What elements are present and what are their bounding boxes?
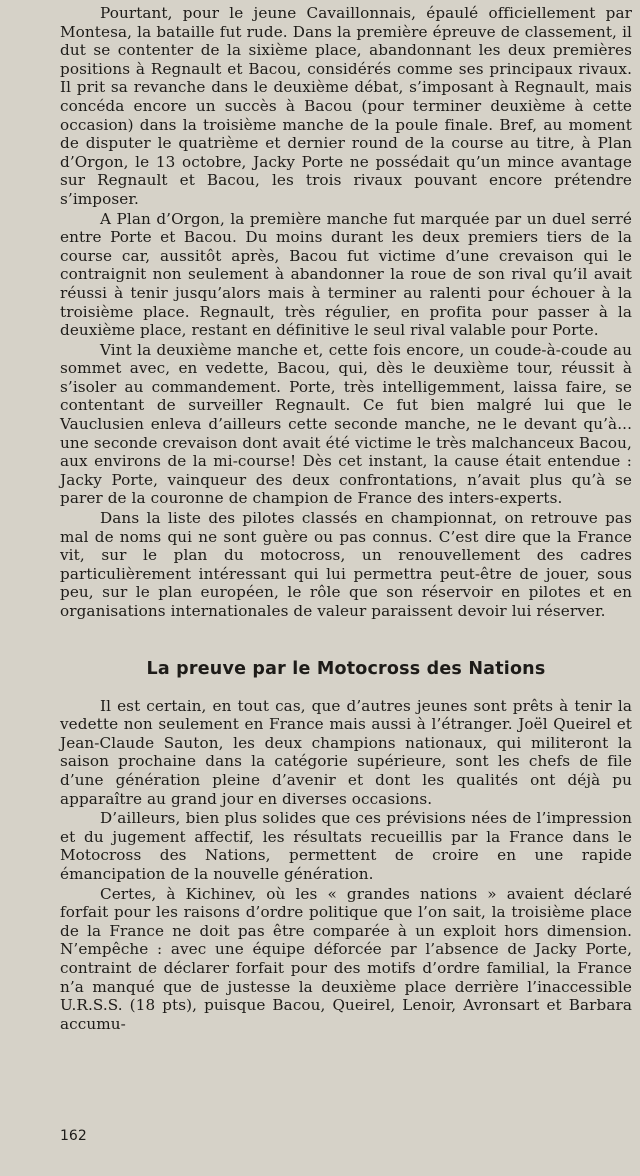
- paragraph: Vint la deuxième manche et, cette fois encore, un coude-à-coude au sommet avec, en vedette, Bacou, qui, dès le deuxième tour, réussit à s’isoler au commandement. Porte, très intelligemment, laissa faire, se contentant de surveiller Regnault. Ce fut bien malgré lui que le Vauclusien enleva d’ailleurs cette seconde manche, ne le devant qu’à... une seconde crevaison dont avait été victime le très malchanceux Bacou, aux environs de la mi-course! Dès cet instant, la cause était entendue : Jacky Porte, vainqueur des deux confrontations, n’avait plus qu’à se parer de la couronne de champion de France des inters-experts.: [60, 340, 632, 508]
- text-column: [60, 4, 632, 1033]
- paragraph: Pourtant, pour le jeune Cavaillonnais, épaulé officiellement par Montesa, la bataille fut rude. Dans la première épreuve de classement, il dut se contenter de la sixième place, abandonnant les deux premières positions à Regnault et Bacou, considérés comme ses principaux rivaux. Il prit sa revanche dans le deuxième débat, s’imposant à Regnault, mais concéda encore un succès à Bacou (pour terminer deuxième à cette occasion) dans la troisième manche de la poule finale. Bref, au moment de disputer le quatrième et dernier round de la course au titre, à Plan d’Orgon, le 13 octobre, Jacky Porte ne possédait qu’un mince avantage sur Regnault et Bacou, les trois rivaux pouvant encore prétendre s’imposer.: [60, 4, 632, 208]
- paragraph: Il est certain, en tout cas, que d’autres jeunes sont prêts à tenir la vedette non seulement en France mais aussi à l’étranger. Joël Queirel et Jean-Claude Sauton, les deux champions nationaux, qui militeront la saison prochaine dans la catégorie supérieure, sont les chefs de file d’une génération pleine d’avenir et dont les qualités ont déjà pu apparaître au grand jour en diverses occasions.: [60, 696, 632, 808]
- section-heading: La preuve par le Motocross des Nations: [146, 658, 546, 679]
- paragraph: D’ailleurs, bien plus solides que ces prévisions nées de l’impression et du jugement affectif, les résultats recueillis par la France dans le Motocross des Nations, permettent de croire en une rapide émancipation de la nouvelle génération.: [60, 809, 632, 883]
- page-number: 162: [60, 1128, 87, 1144]
- paragraph: Dans la liste des pilotes classés en championnat, on retrouve pas mal de noms qui ne sont guère ou pas connus. C’est dire que la France vit, sur le plan du motocross, un renouvellement des cadres particulièrement intéressant qui lui permettra peut-être de jouer, sous peu, sur le plan européen, le rôle que son réservoir en pilotes et en organisations internationales de valeur paraissent devoir lui réserver.: [60, 509, 632, 620]
- paragraph: A Plan d’Orgon, la première manche fut marquée par un duel serré entre Porte et Bacou. Du moins durant les deux premiers tiers de la course car, aussitôt après, Bacou fut victime d’une crevaison qui le contraignit non seulement à abandonner la roue de son rival qu’il avait réussi à tenir jusqu’alors mais à terminer au ralenti pour échouer à la troisième place. Regnault, très régulier, en profita pour passer à la deuxième place, restant en définitive le seul rival valable pour Porte.: [60, 209, 632, 340]
- paragraph: Certes, à Kichinev, où les « grandes nations » avaient déclaré forfait pour les raisons d’ordre politique que l’on sait, la troisième place de la France ne doit pas être comparée à un exploit hors dimension. N’empêche : avec une équipe déforcée par l’absence de Jacky Porte, contraint de déclarer forfait pour des motifs d’ordre familial, la France n’a manqué que de justesse la deuxième place derrière l’inaccessible U.R.S.S. (18 pts), puisque Bacou, Queirel, Lenoir, Avronsart et Barbara accumu-: [60, 884, 632, 1033]
